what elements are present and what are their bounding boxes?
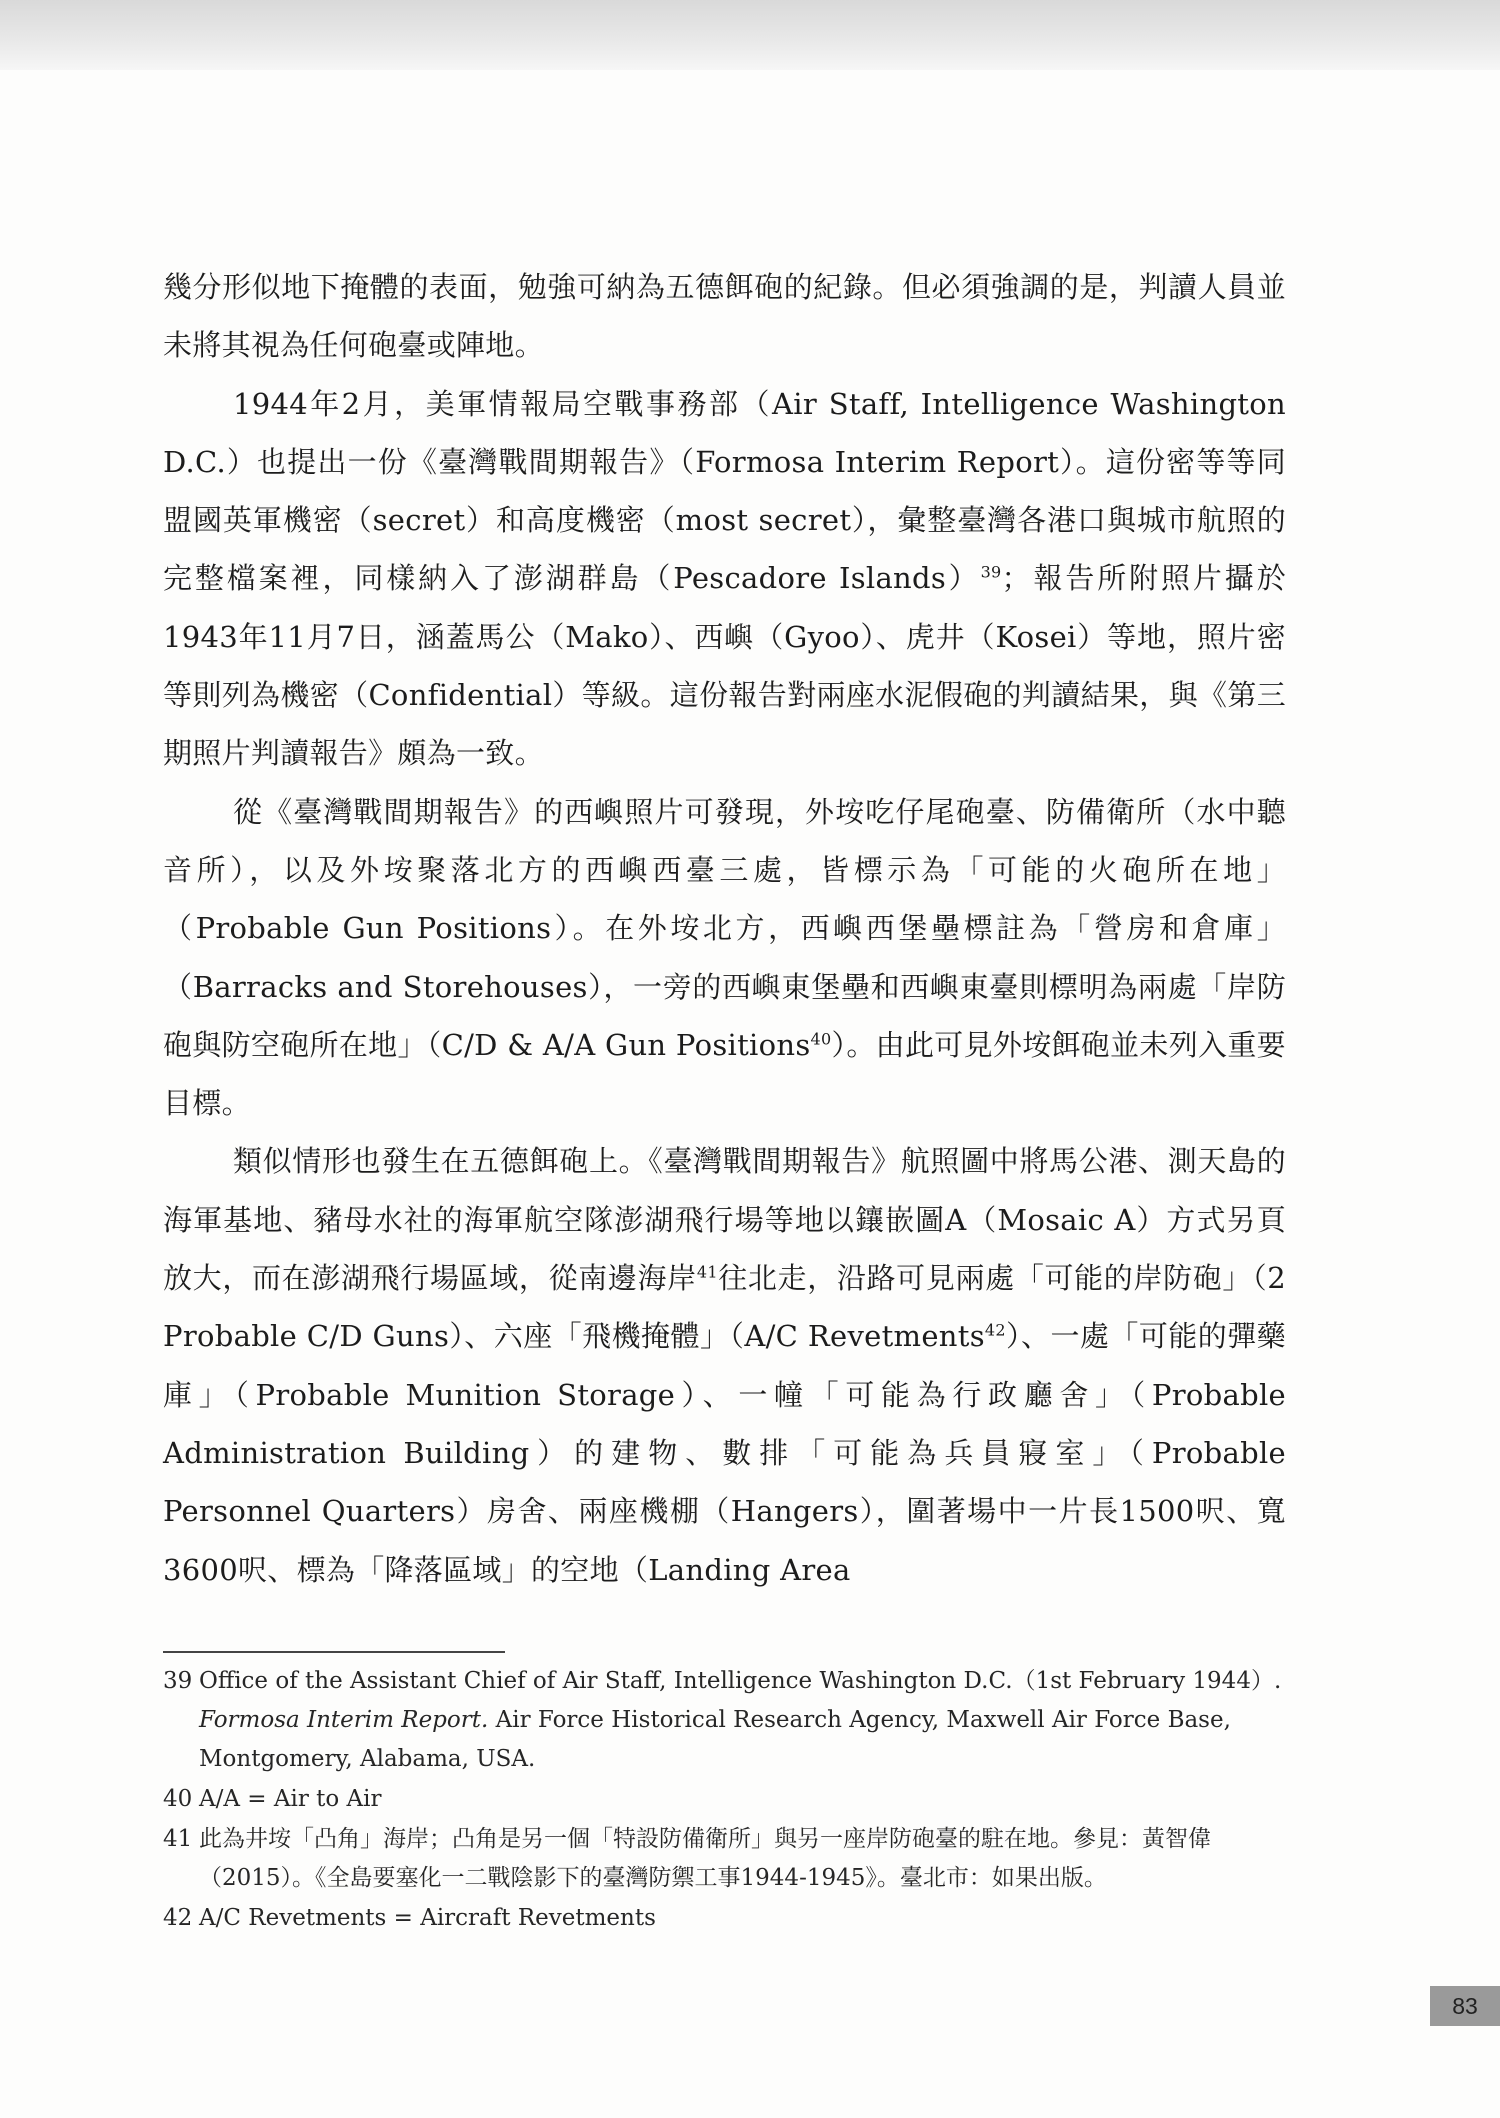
scan-top-band: [0, 0, 1500, 70]
paragraph-text: 幾分形似地下掩體的表面，勉強可納為五德餌砲的紀錄。但必須強調的是，判讀人員並未將其視為任何砲臺或陣地。: [163, 270, 1286, 363]
footnote-number: 41: [163, 1826, 193, 1852]
footnote-divider: [163, 1651, 505, 1653]
footnote-ref-41[interactable]: 41: [696, 1262, 718, 1282]
footnote-text: A/C Revetments = Aircraft Revetments: [199, 1905, 656, 1931]
footnote-text: 此為井垵「凸角」海岸；凸角是另一個「特設防備衛所」與另一座岸防砲臺的駐在地。參見：黃智偉（2015）。《全島要塞化一二戰陰影下的臺灣防禦工事1944-1945》。臺北市：如果出版。: [199, 1826, 1211, 1891]
footnote-41: [163, 1820, 1286, 1898]
footnote-ref-42[interactable]: 42: [984, 1320, 1006, 1340]
page-number: 83: [1430, 1986, 1500, 2026]
paragraph-2: [163, 375, 1286, 783]
paragraph-text: 從《臺灣戰間期報告》的西嶼照片可發現，外垵吃仔尾砲臺、防備衛所（水中聽音所），以及外垵聚落北方的西嶼西臺三處，皆標示為「可能的火砲所在地」（Probable Gun Positions）。在外垵北方，西嶼西堡壘標註為「營房和倉庫」（Barracks and Storehouses），一旁的西嶼東堡壘和西嶼東臺則標明為兩處「岸防砲與防空砲所在地」（C/D & A/A Gun Positions: [163, 794, 1286, 1062]
footnote-40: [163, 1780, 1286, 1819]
footnote-text: Office of the Assistant Chief of Air Staff, Intelligence Washington D.C.（1st February 1944）.: [199, 1668, 1282, 1694]
footnote-number: 42: [163, 1905, 193, 1931]
paragraph-text: ）、一處「可能的彈藥庫」（Probable Munition Storage）、一幢「可能為行政廳舍」（Probable Administration Building）的建物、數排「可能為兵員寢室」（Probable Personnel Quarters）房舍、兩座機棚（Hangers），圍著場中一片長1500呎、寬 3600呎、標為「降落區域」的空地（Landing Area: [163, 1319, 1286, 1587]
body-text: [163, 258, 1286, 1599]
footnote-number: 40: [163, 1786, 193, 1812]
footnotes: [163, 1662, 1286, 1938]
paragraph-text: 往北走，沿路可見兩處「可能的岸防砲」（2 Probable C/D Guns）、六座「飛機掩體」（A/C Revetments: [163, 1261, 1287, 1354]
footnote-number: 39: [163, 1668, 193, 1694]
footnote-39: [163, 1662, 1286, 1779]
paragraph-text: 類似情形也發生在五德餌砲上。《臺灣戰間期報告》航照圖中將馬公港、測天島的海軍基地、豬母水社的海軍航空隊澎湖飛行場等地以鑲嵌圖A（Mosaic A）方式另頁放大，而在澎湖飛行場區域，從南邊海岸: [163, 1144, 1286, 1296]
paragraph-1: [163, 258, 1286, 375]
footnote-text: Air Force Historical Research Agency, Maxwell Air Force Base, Montgomery, Alabama, USA.: [199, 1707, 1231, 1772]
paragraph-4: [163, 1132, 1286, 1598]
footnote-ref-39[interactable]: 39: [980, 562, 1002, 582]
paragraph-text: ）。由此可見外垵餌砲並未列入重要目標。: [163, 1027, 1286, 1121]
paragraph-text: ；報告所附照片攝於1943年11月7日，涵蓋馬公（Mako）、西嶼（Gyoo）、虎井（Kosei）等地，照片密等則列為機密（Confidential）等級。這份報告對兩座水泥假砲的判讀結果，與《第三期照片判讀報告》頗為一致。: [163, 561, 1287, 771]
paragraph-text: 1944年2月，美軍情報局空戰事務部（Air Staff, Intelligence Washington D.C.）也提出一份《臺灣戰間期報告》（Formosa Interim Report）。這份密等等同盟國英軍機密（secret）和高度機密（most secret），彙整臺灣各港口與城市航照的完整檔案裡，同樣納入了澎湖群島（Pescadore Islands）: [163, 386, 1286, 596]
footnote-42: [163, 1899, 1286, 1938]
footnote-title: Formosa Interim Report.: [199, 1707, 489, 1733]
paragraph-3: [163, 783, 1286, 1133]
footnote-text: A/A = Air to Air: [199, 1786, 382, 1812]
footnote-ref-40[interactable]: 40: [810, 1029, 832, 1049]
